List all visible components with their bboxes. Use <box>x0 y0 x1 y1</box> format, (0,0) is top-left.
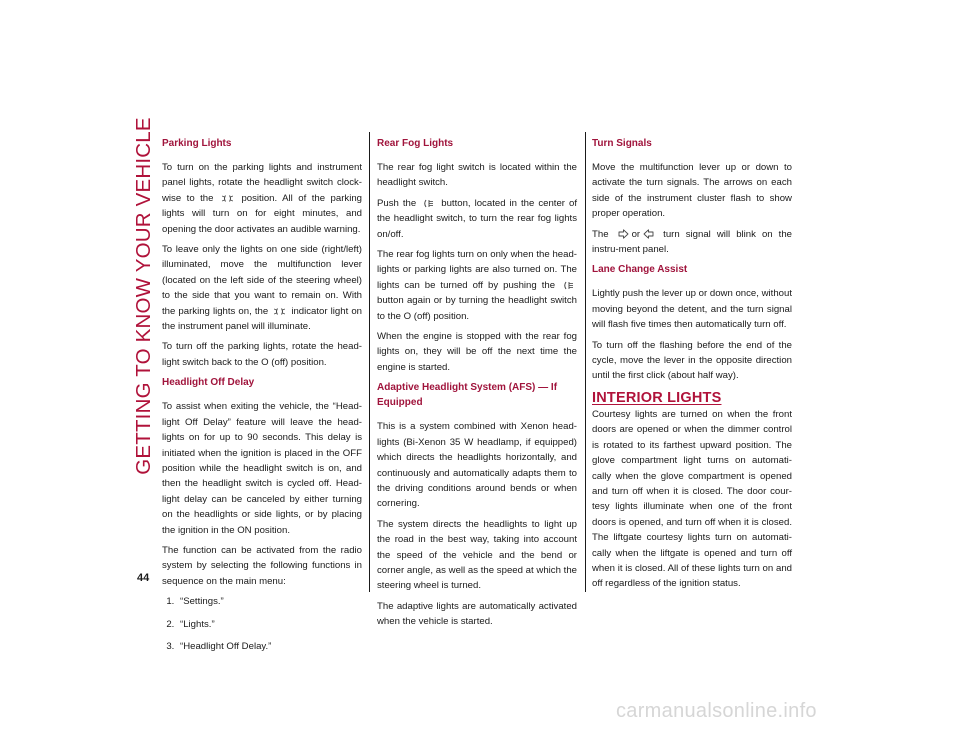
list-item: 2. “Lights.” <box>177 617 362 632</box>
watermark: carmanualsonline.info <box>616 700 817 722</box>
rear-fog-lights-heading: Rear Fog Lights <box>377 138 454 149</box>
text: button, located in the center of the headlight switch, to turn the rear fog lights on/off. <box>377 197 578 240</box>
afs-paragraph-1: This is a system combined with Xenon head-lights (Bi-Xenon 35 W headlamp, if equipped) which directs the headlights horizontally, and continuously and automatically adapts them to the driving conditions around bends or when cornering. <box>377 421 577 510</box>
lane-change-assist-heading: Lane Change Assist <box>592 264 688 276</box>
parking-light-icon <box>222 194 233 203</box>
text: The rear fog lights turn on only when the head-lights or parking lights are also turned on. The lights can be turned off by pushing the <box>377 249 577 291</box>
column-divider-2 <box>585 132 586 592</box>
list-item: 1. “Settings.” <box>177 594 362 609</box>
text: To turn on the parking lights and instrument panel lights, rotate the headlight switch clock-wise to the <box>162 162 362 204</box>
rear-fog-paragraph-1: The rear fog light switch is located within the headlight switch. <box>377 162 577 189</box>
rear-fog-paragraph-4: When the engine is stopped with the rear fog lights on, they will be off the next time the engine is started. <box>377 331 577 373</box>
afs-heading: Adaptive Headlight System (AFS) — If Equipped <box>377 382 558 409</box>
page-number: 44 <box>137 572 150 584</box>
text: position. All of the parking lights will turn on for eight minutes, and opening the door activates an audible warning. <box>162 192 363 235</box>
afs-paragraph-3: The adaptive lights are automatically activated when the vehicle is started. <box>377 600 577 628</box>
turn-signal-right-icon <box>618 229 629 239</box>
column-right <box>592 132 792 597</box>
text: or <box>631 228 641 240</box>
headlight-off-delay-paragraph-2: The function can be activated from the radio system by selecting the following functions in sequence on the main menu: <box>162 544 362 587</box>
rear-fog-light-icon <box>563 281 574 290</box>
text: button again or by turning the headlight switch to the O (off) position. <box>377 295 577 322</box>
rear-fog-light-icon <box>423 199 434 208</box>
column-left <box>162 132 362 661</box>
column-divider-1 <box>369 132 370 592</box>
headlight-off-delay-heading: Headlight Off Delay <box>162 377 255 389</box>
parking-lights-paragraph-1 <box>162 160 362 237</box>
afs-paragraph-2: The system directs the headlights to light up the road in the best way, taking into account the speed of the vehicle and the bend or corner angle, as well as the speed at which the steering wheel is turned. <box>377 518 577 592</box>
turn-signal-left-icon <box>643 229 654 239</box>
parking-lights-paragraph-2 <box>162 242 362 334</box>
parking-lights-paragraph-3: To turn off the parking lights, rotate the head-light switch back to the O (off) position. <box>162 341 362 368</box>
rear-fog-paragraph-3 <box>377 247 577 324</box>
parking-light-icon <box>274 307 285 316</box>
text: To leave only the lights on one side (right/left) illuminated, move the multifunction lever (located on the left side of the steering wheel) to the side that you want to remain on. With the parking lights on, the <box>162 244 362 317</box>
turn-signals-paragraph-2 <box>592 227 792 258</box>
lane-change-paragraph-1: Lightly push the lever up or down once, without moving beyond the detent, and the turn signal will flash five times then automatically turn off. <box>592 288 792 331</box>
rear-fog-paragraph-2 <box>377 196 577 242</box>
text: turn signal will blink on the instru-ment panel. <box>592 228 792 256</box>
menu-steps-list <box>162 594 362 654</box>
list-item: 3. “Headlight Off Delay.” <box>177 639 362 654</box>
text: Push the <box>377 197 417 209</box>
parking-lights-heading: Parking Lights <box>162 138 232 149</box>
column-middle <box>377 132 577 635</box>
lane-change-paragraph-2: To turn off the flashing before the end of the cycle, move the lever in the opposite direction until the first click (about half way). <box>592 339 792 382</box>
turn-signals-paragraph-1: Move the multifunction lever up or down to activate the turn signals. The arrows on each side of the instrument cluster flash to show proper operation. <box>592 162 792 220</box>
interior-lights-paragraph: Courtesy lights are turned on when the front doors are opened or when the dimmer control is rotated to its farthest upward position. The glove compartment light turns on automati-cally when the glove compartment is opened and turn off when it is closed. The door cour-tesy lights illuminate when one of the front doors is opened, and turn off when it is closed. The liftgate courtesy lights turn on automati-cally when the liftgate is opened and turn off when it is closed. All of these lights turn on and off regardless of the ignition status. <box>592 408 792 590</box>
side-section-title <box>131 117 157 475</box>
section-title-text: GETTING TO KNOW YOUR VEHICLE <box>132 117 155 475</box>
text: indicator light on the instrument panel will illuminate. <box>162 305 362 333</box>
turn-signals-heading: Turn Signals <box>592 138 652 149</box>
headlight-off-delay-paragraph-1: To assist when exiting the vehicle, the “Head-light Off Delay” feature will leave the head-lights on for up to 90 seconds. This delay is initiated when the ignition is placed in the OFF position while the headlight switch is on, and then the headlight switch is cycled off. Head-light delay can be canceled by either turning on the headlights or side lights, or by placing the ignition in the ON position. <box>162 401 362 536</box>
interior-lights-heading: INTERIOR LIGHTS <box>592 389 722 406</box>
text: The <box>592 228 609 240</box>
